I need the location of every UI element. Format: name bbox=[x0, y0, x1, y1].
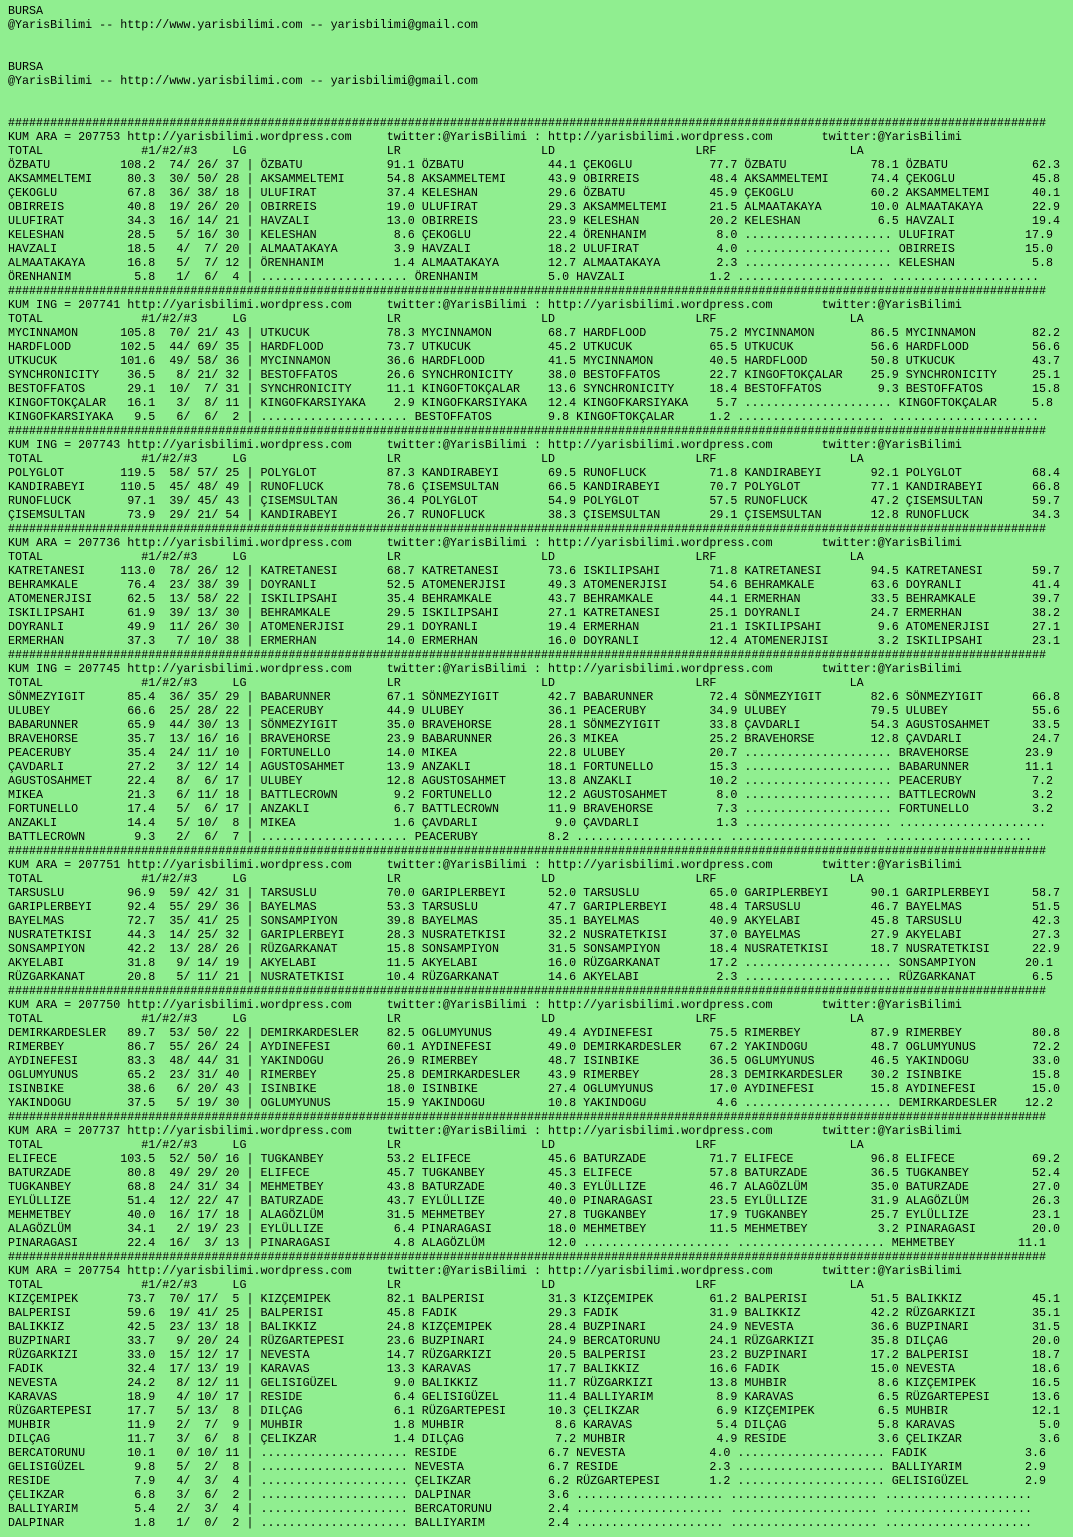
table-row: AGUSTOSAHMET 22.4 8/ 6/ 17 | ULUBEY 12.8 AGUSTOSAHMET 13.8 ANZAKLI 10.2 ..................... PEACERUBY 7.2 bbox=[8, 774, 1054, 788]
table-row: KARAVAS 18.9 4/ 10/ 17 | RESIDE 6.4 GELISIGÜZEL 11.4 BALLIYARIM 8.9 KARAVAS 6.5 RÜZGARTEPESI 13.6 bbox=[8, 1390, 1061, 1404]
table-row: BATURZADE 80.8 49/ 29/ 20 | ELIFECE 45.7 TUGKANBEY 45.3 ELIFECE 57.8 BATURZADE 36.5 TUGKANBEY 52.4 bbox=[8, 1166, 1061, 1180]
table-row: ISINBIKE 38.6 6/ 20/ 43 | ISINBIKE 18.0 ISINBIKE 27.4 OGLUMYUNUS 17.0 AYDINEFESI 15.8 AYDINEFESI 15.0 bbox=[8, 1082, 1061, 1096]
race-title: KUM ING = 207741 http://yarisbilimi.wordpress.com twitter:@YarisBilimi : http://yarisbilimi.wordpress.com twitter:@YarisBilimi bbox=[8, 298, 962, 312]
table-row: MEHMETBEY 40.0 16/ 17/ 18 | ALAGÖZLÜM 31.5 MEHMETBEY 27.8 TUGKANBEY 17.9 TUGKANBEY 25.7 EYLÜLLIZE 23.1 bbox=[8, 1208, 1061, 1222]
blank-line bbox=[8, 46, 1073, 60]
blank-line bbox=[8, 88, 1073, 102]
race-title: KUM ARA = 207753 http://yarisbilimi.wordpress.com twitter:@YarisBilimi : http://yarisbilimi.wordpress.com twitter:@YarisBilimi bbox=[8, 130, 962, 144]
table-row: MIKEA 21.3 6/ 11/ 18 | BATTLECROWN 9.2 FORTUNELLO 12.2 AGUSTOSAHMET 8.0 ..................... BATTLECROWN 3.2 bbox=[8, 788, 1054, 802]
table-row: HAVZALI 18.5 4/ 7/ 20 | ALMAATAKAYA 3.9 HAVZALI 18.2 ULUFIRAT 4.0 ..................... OBIRREIS 15.0 bbox=[8, 242, 1054, 256]
separator-line: #################################################################################################################################################### bbox=[8, 648, 1047, 662]
race-title: KUM ARA = 207751 http://yarisbilimi.wordpress.com twitter:@YarisBilimi : http://yarisbilimi.wordpress.com twitter:@YarisBilimi bbox=[8, 858, 962, 872]
table-row: AKYELABI 31.8 9/ 14/ 19 | AKYELABI 11.5 AKYELABI 16.0 RÜZGARKANAT 17.2 ..................... SONSAMPIYON 20.1 bbox=[8, 956, 1054, 970]
separator-line: #################################################################################################################################################### bbox=[8, 844, 1047, 858]
separator-line: #################################################################################################################################################### bbox=[8, 984, 1047, 998]
table-row: KINGOFKARSIYAKA 9.5 6/ 6/ 2 | ..................... BESTOFFATOS 9.8 KINGOFTOKÇALAR 1.2 ..................... ..................... bbox=[8, 410, 1040, 424]
contact-line: @YarisBilimi -- http://www.yarisbilimi.com -- yarisbilimi@gmail.com bbox=[8, 18, 478, 32]
table-row: ÇEKOGLU 67.8 36/ 38/ 18 | ULUFIRAT 37.4 KELESHAN 29.6 ÖZBATU 45.9 ÇEKOGLU 60.2 AKSAMMELTEMI 40.1 bbox=[8, 186, 1061, 200]
column-header: TOTAL #1/#2/#3 LG LR LD LRF LA bbox=[8, 452, 864, 466]
table-row: BATTLECROWN 9.3 2/ 6/ 7 | ..................... PEACERUBY 8.2 ..................... ..................... ..................... bbox=[8, 830, 1032, 844]
table-row: KINGOFTOKÇALAR 16.1 3/ 8/ 11 | KINGOFKARSIYAKA 2.9 KINGOFKARSIYAKA 12.4 KINGOFKARSIYAKA 5.7 ..................... KINGOFTOKÇALAR 5.8 bbox=[8, 396, 1054, 410]
race-title: KUM ING = 207745 http://yarisbilimi.wordpress.com twitter:@YarisBilimi : http://yarisbilimi.wordpress.com twitter:@YarisBilimi bbox=[8, 662, 962, 676]
table-row: BRAVEHORSE 35.7 13/ 16/ 16 | BRAVEHORSE 23.9 BABARUNNER 26.3 MIKEA 25.2 BRAVEHORSE 12.8 ÇAVDARLI 24.7 bbox=[8, 732, 1061, 746]
table-row: BALLIYARIM 5.4 2/ 3/ 4 | ..................... BERCATORUNU 2.4 ..................... ..................... ..................... bbox=[8, 1502, 1032, 1516]
table-row: PINARAGASI 22.4 16/ 3/ 13 | PINARAGASI 4.8 ALAGÖZLÜM 12.0 ..................... ..................... MEHMETBEY 11.1 bbox=[8, 1236, 1047, 1250]
blank-line bbox=[8, 102, 1073, 116]
column-header: TOTAL #1/#2/#3 LG LR LD LRF LA bbox=[8, 1138, 864, 1152]
table-row: OBIRREIS 40.8 19/ 26/ 20 | OBIRREIS 19.0 ULUFIRAT 29.3 AKSAMMELTEMI 21.5 ALMAATAKAYA 10.0 ALMAATAKAYA 22.9 bbox=[8, 200, 1061, 214]
race-title: KUM ARA = 207750 http://yarisbilimi.wordpress.com twitter:@YarisBilimi : http://yarisbilimi.wordpress.com twitter:@YarisBilimi bbox=[8, 998, 962, 1012]
table-row: NUSRATETKISI 44.3 14/ 25/ 32 | GARIPLERBEYI 28.3 NUSRATETKISI 32.2 NUSRATETKISI 37.0 BAYELMAS 27.9 AKYELABI 27.3 bbox=[8, 928, 1061, 942]
table-row: FADIK 32.4 17/ 13/ 19 | KARAVAS 13.3 KARAVAS 17.7 BALIKKIZ 16.6 FADIK 15.0 NEVESTA 18.6 bbox=[8, 1362, 1061, 1376]
table-row: ULUFIRAT 34.3 16/ 14/ 21 | HAVZALI 13.0 OBIRREIS 23.9 KELESHAN 20.2 KELESHAN 6.5 HAVZALI 19.4 bbox=[8, 214, 1061, 228]
table-row: KANDIRABEYI 110.5 45/ 48/ 49 | RUNOFLUCK 78.6 ÇISEMSULTAN 66.5 KANDIRABEYI 70.7 POLYGLOT 77.1 KANDIRABEYI 66.8 bbox=[8, 480, 1061, 494]
table-row: AYDINEFESI 83.3 48/ 44/ 31 | YAKINDOGU 26.9 RIMERBEY 48.7 ISINBIKE 36.5 OGLUMYUNUS 46.5 YAKINDOGU 33.0 bbox=[8, 1054, 1061, 1068]
race-title: KUM ARA = 207736 http://yarisbilimi.wordpress.com twitter:@YarisBilimi : http://yarisbilimi.wordpress.com twitter:@YarisBilimi bbox=[8, 536, 962, 550]
separator-line: #################################################################################################################################################### bbox=[8, 284, 1047, 298]
column-header: TOTAL #1/#2/#3 LG LR LD LRF LA bbox=[8, 872, 864, 886]
table-row: ÇAVDARLI 27.2 3/ 12/ 14 | AGUSTOSAHMET 13.9 ANZAKLI 18.1 FORTUNELLO 15.3 ..................... BABARUNNER 11.1 bbox=[8, 760, 1054, 774]
table-row: YAKINDOGU 37.5 5/ 19/ 30 | OGLUMYUNUS 15.9 YAKINDOGU 10.8 YAKINDOGU 4.6 ..................... DEMIRKARDESLER 12.2 bbox=[8, 1096, 1054, 1110]
table-row: ÇISEMSULTAN 73.9 29/ 21/ 54 | KANDIRABEYI 26.7 RUNOFLUCK 38.3 ÇISEMSULTAN 29.1 ÇISEMSULTAN 12.8 RUNOFLUCK 34.3 bbox=[8, 508, 1061, 522]
table-row: TUGKANBEY 68.8 24/ 31/ 34 | MEHMETBEY 43.8 BATURZADE 40.3 EYLÜLLIZE 46.7 ALAGÖZLÜM 35.0 BATURZADE 27.0 bbox=[8, 1180, 1061, 1194]
table-row: ÖRENHANIM 5.8 1/ 6/ 4 | ..................... ÖRENHANIM 5.0 HAVZALI 1.2 ..................... ..................... bbox=[8, 270, 1040, 284]
column-header: TOTAL #1/#2/#3 LG LR LD LRF LA bbox=[8, 550, 864, 564]
table-row: TARSUSLU 96.9 59/ 42/ 31 | TARSUSLU 70.0 GARIPLERBEYI 52.0 TARSUSLU 65.0 GARIPLERBEYI 90.1 GARIPLERBEYI 58.7 bbox=[8, 886, 1061, 900]
table-row: UTKUCUK 101.6 49/ 58/ 36 | MYCINNAMON 36.6 HARDFLOOD 41.5 MYCINNAMON 40.5 HARDFLOOD 50.8 UTKUCUK 43.7 bbox=[8, 354, 1061, 368]
column-header: TOTAL #1/#2/#3 LG LR LD LRF LA bbox=[8, 144, 864, 158]
table-row: KELESHAN 28.5 5/ 16/ 30 | KELESHAN 8.6 ÇEKOGLU 22.4 ÖRENHANIM 8.0 ..................... ULUFIRAT 17.9 bbox=[8, 228, 1054, 242]
race-title: KUM ARA = 207737 http://yarisbilimi.wordpress.com twitter:@YarisBilimi : http://yarisbilimi.wordpress.com twitter:@YarisBilimi bbox=[8, 1124, 962, 1138]
location-title: BURSA bbox=[8, 4, 44, 18]
table-row: ALMAATAKAYA 16.8 5/ 7/ 12 | ÖRENHANIM 1.4 ALMAATAKAYA 12.7 ALMAATAKAYA 2.3 ..................... KELESHAN 5.8 bbox=[8, 256, 1054, 270]
column-header: TOTAL #1/#2/#3 LG LR LD LRF LA bbox=[8, 1012, 864, 1026]
separator-line: #################################################################################################################################################### bbox=[8, 1110, 1047, 1124]
table-row: GELISIGÜZEL 9.8 5/ 2/ 8 | ..................... NEVESTA 6.7 RESIDE 2.3 ..................... BALLIYARIM 2.9 bbox=[8, 1460, 1047, 1474]
table-row: KATRETANESI 113.0 78/ 26/ 12 | KATRETANESI 68.7 KATRETANESI 73.6 ISKILIPSAHI 71.8 KATRETANESI 94.5 KATRETANESI 59.7 bbox=[8, 564, 1061, 578]
table-row: RIMERBEY 86.7 55/ 26/ 24 | AYDINEFESI 60.1 AYDINEFESI 49.0 DEMIRKARDESLER 67.2 YAKINDOGU 48.7 OGLUMYUNUS 72.2 bbox=[8, 1040, 1061, 1054]
table-row: PEACERUBY 35.4 24/ 11/ 10 | FORTUNELLO 14.0 MIKEA 22.8 ULUBEY 20.7 ..................... BRAVEHORSE 23.9 bbox=[8, 746, 1054, 760]
column-header: TOTAL #1/#2/#3 LG LR LD LRF LA bbox=[8, 676, 864, 690]
table-row: ERMERHAN 37.3 7/ 10/ 38 | ERMERHAN 14.0 ERMERHAN 16.0 DOYRANLI 12.4 ATOMENERJISI 3.2 ISKILIPSAHI 23.1 bbox=[8, 634, 1061, 648]
table-row: BESTOFFATOS 29.1 10/ 7/ 31 | SYNCHRONICITY 11.1 KINGOFTOKÇALAR 13.6 SYNCHRONICITY 18.4 BESTOFFATOS 9.3 BESTOFFATOS 15.8 bbox=[8, 382, 1061, 396]
location-title: BURSA bbox=[8, 60, 44, 74]
table-row: KIZÇEMIPEK 73.7 70/ 17/ 5 | KIZÇEMIPEK 82.1 BALPERISI 31.3 KIZÇEMIPEK 61.2 BALPERISI 51.5 BALIKKIZ 45.1 bbox=[8, 1292, 1061, 1306]
table-row: MYCINNAMON 105.8 70/ 21/ 43 | UTKUCUK 78.3 MYCINNAMON 68.7 HARDFLOOD 75.2 MYCINNAMON 86.5 MYCINNAMON 82.2 bbox=[8, 326, 1061, 340]
table-row: ISKILIPSAHI 61.9 39/ 13/ 30 | BEHRAMKALE 29.5 ISKILIPSAHI 27.1 KATRETANESI 25.1 DOYRANLI 24.7 ERMERHAN 38.2 bbox=[8, 606, 1061, 620]
table-row: GARIPLERBEYI 92.4 55/ 29/ 36 | BAYELMAS 53.3 TARSUSLU 47.7 GARIPLERBEYI 48.4 TARSUSLU 46.7 BAYELMAS 51.5 bbox=[8, 900, 1061, 914]
table-row: DALPINAR 1.8 1/ 0/ 2 | ..................... BALLIYARIM 2.4 ..................... ..................... ..................... bbox=[8, 1516, 1032, 1530]
race-title: KUM ARA = 207754 http://yarisbilimi.wordpress.com twitter:@YarisBilimi : http://yarisbilimi.wordpress.com twitter:@YarisBilimi bbox=[8, 1264, 962, 1278]
table-row: BEHRAMKALE 76.4 23/ 38/ 39 | DOYRANLI 52.5 ATOMENERJISI 49.3 ATOMENERJISI 54.6 BEHRAMKALE 63.6 DOYRANLI 41.4 bbox=[8, 578, 1061, 592]
table-row: ANZAKLI 14.4 5/ 10/ 8 | MIKEA 1.6 ÇAVDARLI 9.0 ÇAVDARLI 1.3 ..................... ..................... bbox=[8, 816, 1047, 830]
table-row: MUHBIR 11.9 2/ 7/ 9 | MUHBIR 1.8 MUHBIR 8.6 KARAVAS 5.4 DILÇAG 5.8 KARAVAS 5.0 bbox=[8, 1418, 1061, 1432]
separator-line: #################################################################################################################################################### bbox=[8, 1250, 1047, 1264]
table-row: RÜZGARKIZI 33.0 15/ 12/ 17 | NEVESTA 14.7 RÜZGARKIZI 20.5 BALPERISI 23.2 BUZPINARI 17.2 BALPERISI 18.7 bbox=[8, 1348, 1061, 1362]
table-row: ALAGÖZLÜM 34.1 2/ 19/ 23 | EYLÜLLIZE 6.4 PINARAGASI 18.0 MEHMETBEY 11.5 MEHMETBEY 3.2 PINARAGASI 20.0 bbox=[8, 1222, 1061, 1236]
table-row: RÜZGARKANAT 20.8 5/ 11/ 21 | NUSRATETKISI 10.4 RÜZGARKANAT 14.6 AKYELABI 2.3 ..................... RÜZGARKANAT 6.5 bbox=[8, 970, 1054, 984]
table-row: DEMIRKARDESLER 89.7 53/ 50/ 22 | DEMIRKARDESLER 82.5 OGLUMYUNUS 49.4 AYDINEFESI 75.5 RIMERBEY 87.9 RIMERBEY 80.8 bbox=[8, 1026, 1061, 1040]
table-row: ÖZBATU 108.2 74/ 26/ 37 | ÖZBATU 91.1 ÖZBATU 44.1 ÇEKOGLU 77.7 ÖZBATU 78.1 ÖZBATU 62.3 bbox=[8, 158, 1061, 172]
table-row: ULUBEY 66.6 25/ 28/ 22 | PEACERUBY 44.9 ULUBEY 36.1 PEACERUBY 34.9 ULUBEY 79.5 ULUBEY 55.6 bbox=[8, 704, 1061, 718]
table-row: FORTUNELLO 17.4 5/ 6/ 17 | ANZAKLI 6.7 BATTLECROWN 11.9 BRAVEHORSE 7.3 ..................... FORTUNELLO 3.2 bbox=[8, 802, 1054, 816]
table-row: ÇELIKZAR 6.8 3/ 6/ 2 | ..................... DALPINAR 3.6 ..................... ..................... ..................... bbox=[8, 1488, 1032, 1502]
table-row: BALIKKIZ 42.5 23/ 13/ 18 | BALIKKIZ 24.8 KIZÇEMIPEK 28.4 BUZPINARI 24.9 NEVESTA 36.6 BUZPINARI 31.5 bbox=[8, 1320, 1061, 1334]
table-row: BERCATORUNU 10.1 0/ 10/ 11 | ..................... RESIDE 6.7 NEVESTA 4.0 ..................... FADIK 3.6 bbox=[8, 1446, 1047, 1460]
table-row: OGLUMYUNUS 65.2 23/ 31/ 40 | RIMERBEY 25.8 DEMIRKARDESLER 43.9 RIMERBEY 28.3 DEMIRKARDESLER 30.2 ISINBIKE 15.8 bbox=[8, 1068, 1061, 1082]
table-row: BAYELMAS 72.7 35/ 41/ 25 | SONSAMPIYON 39.8 BAYELMAS 35.1 BAYELMAS 40.9 AKYELABI 45.8 TARSUSLU 42.3 bbox=[8, 914, 1061, 928]
race-title: KUM ING = 207743 http://yarisbilimi.wordpress.com twitter:@YarisBilimi : http://yarisbilimi.wordpress.com twitter:@YarisBilimi bbox=[8, 438, 962, 452]
table-row: BABARUNNER 65.9 44/ 30/ 13 | SÖNMEZYIGIT 35.0 BRAVEHORSE 28.1 SÖNMEZYIGIT 33.8 ÇAVDARLI 54.3 AGUSTOSAHMET 33.5 bbox=[8, 718, 1061, 732]
table-row: EYLÜLLIZE 51.4 12/ 22/ 47 | BATURZADE 43.7 EYLÜLLIZE 40.0 PINARAGASI 23.5 EYLÜLLIZE 31.9 ALAGÖZLÜM 26.3 bbox=[8, 1194, 1061, 1208]
separator-line: #################################################################################################################################################### bbox=[8, 522, 1047, 536]
column-header: TOTAL #1/#2/#3 LG LR LD LRF LA bbox=[8, 1278, 864, 1292]
separator-line: #################################################################################################################################################### bbox=[8, 424, 1047, 438]
contact-line: @YarisBilimi -- http://www.yarisbilimi.com -- yarisbilimi@gmail.com bbox=[8, 74, 478, 88]
table-row: HARDFLOOD 102.5 44/ 69/ 35 | HARDFLOOD 73.7 UTKUCUK 45.2 UTKUCUK 65.5 UTKUCUK 56.6 HARDFLOOD 56.6 bbox=[8, 340, 1061, 354]
table-row: RESIDE 7.9 4/ 3/ 4 | ..................... ÇELIKZAR 6.2 RÜZGARTEPESI 1.2 ..................... GELISIGÜZEL 2.9 bbox=[8, 1474, 1047, 1488]
table-row: ATOMENERJISI 62.5 13/ 58/ 22 | ISKILIPSAHI 35.4 BEHRAMKALE 43.7 BEHRAMKALE 44.1 ERMERHAN 33.5 BEHRAMKALE 39.7 bbox=[8, 592, 1061, 606]
table-row: AKSAMMELTEMI 80.3 30/ 50/ 28 | AKSAMMELTEMI 54.8 AKSAMMELTEMI 43.9 OBIRREIS 48.4 AKSAMMELTEMI 74.4 ÇEKOGLU 45.8 bbox=[8, 172, 1061, 186]
blank-line bbox=[8, 32, 1073, 46]
table-row: SONSAMPIYON 42.2 13/ 28/ 26 | RÜZGARKANAT 15.8 SONSAMPIYON 31.5 SONSAMPIYON 18.4 NUSRATETKISI 18.7 NUSRATETKISI 22.9 bbox=[8, 942, 1061, 956]
table-row: BALPERISI 59.6 19/ 41/ 25 | BALPERISI 45.8 FADIK 29.3 FADIK 31.9 BALIKKIZ 42.2 RÜZGARKIZI 35.1 bbox=[8, 1306, 1061, 1320]
table-row: DOYRANLI 49.9 11/ 26/ 30 | ATOMENERJISI 29.1 DOYRANLI 19.4 ERMERHAN 21.1 ISKILIPSAHI 9.6 ATOMENERJISI 27.1 bbox=[8, 620, 1061, 634]
table-row: SÖNMEZYIGIT 85.4 36/ 35/ 29 | BABARUNNER 67.1 SÖNMEZYIGIT 42.7 BABARUNNER 72.4 SÖNMEZYIGIT 82.6 SÖNMEZYIGIT 66.8 bbox=[8, 690, 1061, 704]
table-row: RÜZGARTEPESI 17.7 5/ 13/ 8 | DILÇAG 6.1 RÜZGARTEPESI 10.3 ÇELIKZAR 6.9 KIZÇEMIPEK 6.5 MUHBIR 12.1 bbox=[8, 1404, 1061, 1418]
table-row: RUNOFLUCK 97.1 39/ 45/ 43 | ÇISEMSULTAN 36.4 POLYGLOT 54.9 POLYGLOT 57.5 RUNOFLUCK 47.2 ÇISEMSULTAN 59.7 bbox=[8, 494, 1061, 508]
column-header: TOTAL #1/#2/#3 LG LR LD LRF LA bbox=[8, 312, 864, 326]
table-row: POLYGLOT 119.5 58/ 57/ 25 | POLYGLOT 87.3 KANDIRABEYI 69.5 RUNOFLUCK 71.8 KANDIRABEYI 92.1 POLYGLOT 68.4 bbox=[8, 466, 1061, 480]
table-row: NEVESTA 24.2 8/ 12/ 11 | GELISIGÜZEL 9.0 BALIKKIZ 11.7 RÜZGARKIZI 13.8 MUHBIR 8.6 KIZÇEMIPEK 16.5 bbox=[8, 1376, 1061, 1390]
table-row: BUZPINARI 33.7 9/ 20/ 24 | RÜZGARTEPESI 23.6 BUZPINARI 24.9 BERCATORUNU 24.1 RÜZGARKIZI 35.8 DILÇAG 20.0 bbox=[8, 1334, 1061, 1348]
table-row: ELIFECE 103.5 52/ 50/ 16 | TUGKANBEY 53.2 ELIFECE 45.6 BATURZADE 71.7 ELIFECE 96.8 ELIFECE 69.2 bbox=[8, 1152, 1061, 1166]
table-row: SYNCHRONICITY 36.5 8/ 21/ 32 | BESTOFFATOS 26.6 SYNCHRONICITY 38.0 BESTOFFATOS 22.7 KINGOFTOKÇALAR 25.9 SYNCHRONICITY 25.1 bbox=[8, 368, 1061, 382]
table-row: DILÇAG 11.7 3/ 6/ 8 | ÇELIKZAR 1.4 DILÇAG 7.2 MUHBIR 4.9 RESIDE 3.6 ÇELIKZAR 3.6 bbox=[8, 1432, 1061, 1446]
separator-line: #################################################################################################################################################### bbox=[8, 116, 1047, 130]
